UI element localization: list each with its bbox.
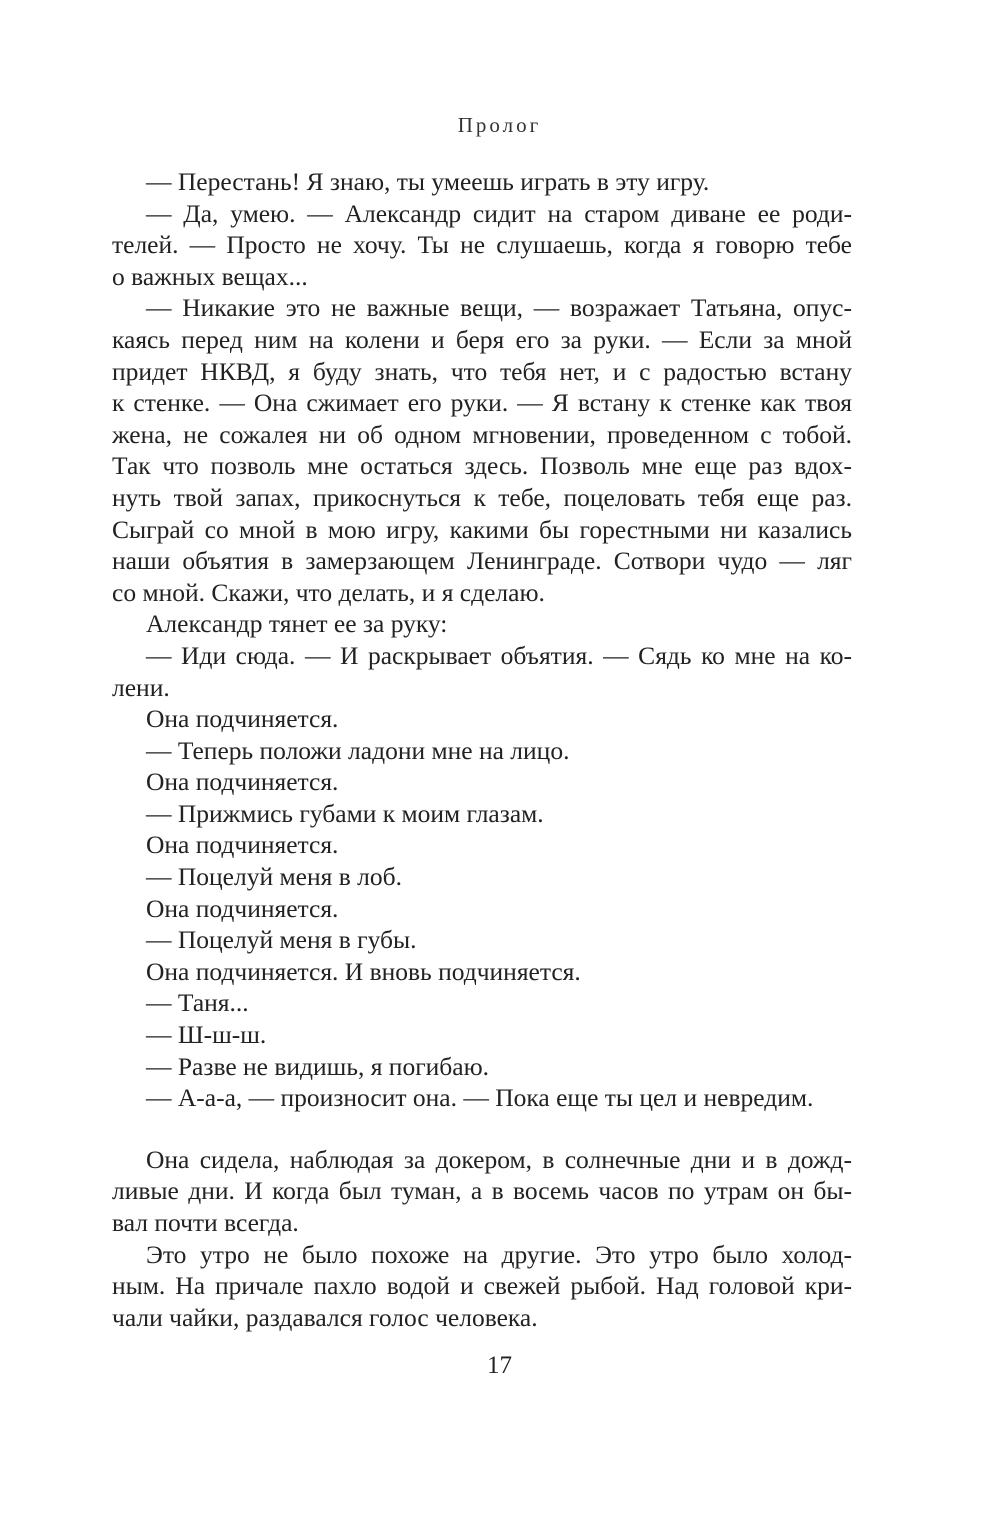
text-line: ным. На причале пахло водой и свежей рыбой. Над головой кри- <box>112 1271 852 1301</box>
text-line: Она сидела, наблюдая за докером, в солнечные дни и в дожд- <box>146 1144 852 1174</box>
text-line: наши объятия в замерзающем Ленинграде. Сотвори чудо — ляг <box>112 546 852 576</box>
text-line: вал почти всегда. <box>112 1208 299 1237</box>
text-line: — Ш-ш-ш. <box>146 1020 267 1050</box>
text-line: каясь перед ним на колени и беря его за руки. — Если за мной <box>112 324 852 354</box>
text-line: к стенке. — Она сжимает его руки. — Я встану к стенке как твоя <box>112 388 852 418</box>
text-line: лени. <box>112 672 170 702</box>
text-line: нуть твой запах, прикоснуться к тебе, поцеловать тебя еще раз. <box>112 482 852 512</box>
text-line: Она подчиняется. <box>146 704 339 734</box>
text-line: — Иди сюда. — И раскрывает объятия. — Сядь ко мне на ко- <box>146 640 852 670</box>
text-line: Так что позволь мне остаться здесь. Позволь мне еще раз вдох- <box>112 451 852 481</box>
text-line: — Теперь положи ладони мне на лицо. <box>146 735 570 765</box>
text-line: — Поцелуй меня в губы. <box>146 925 417 955</box>
text-line: чали чайки, раздавался голос человека. <box>112 1302 538 1332</box>
text-line: — Таня... <box>146 988 249 1018</box>
text-line: придет НКВД, я буду знать, что тебя нет, и с радостью встану <box>112 356 852 386</box>
text-line: Она подчиняется. <box>146 830 339 860</box>
text-line: о важных вещах... <box>112 261 308 291</box>
text-line: — А-а-а, — произносит она. — Пока еще ты цел и невредим. <box>146 1083 814 1113</box>
page-number: 17 <box>487 1352 512 1379</box>
text-line: — Никакие это не важные вещи, — возражает Татьяна, опус- <box>146 293 852 323</box>
text-line: Александр тянет ее за руку: <box>146 609 448 639</box>
text-line: — Да, умею. — Александр сидит на старом диване ее роди- <box>146 198 852 228</box>
text-line: Сыграй со мной в мою игру, какими бы горестными ни казались <box>112 514 852 544</box>
body-text <box>112 166 852 1333</box>
section-break <box>112 1114 852 1144</box>
running-head: Пролог <box>457 113 542 137</box>
text-line: ливые дни. И когда был туман, а в восемь часов по утрам он бы- <box>112 1176 852 1206</box>
text-line: Она подчиняется. <box>146 893 339 923</box>
text-line: жена, не сожалея ни об одном мгновении, проведенном с тобой. <box>112 419 852 449</box>
text-line: — Разве не видишь, я погибаю. <box>146 1051 490 1081</box>
text-line: Она подчиняется. И вновь подчиняется. <box>146 956 581 986</box>
text-line: Это утро не было похоже на другие. Это утро было холод- <box>146 1239 852 1269</box>
text-line: телей. — Просто не хочу. Ты не слушаешь, когда я говорю тебе <box>112 230 852 260</box>
text-line: — Перестань! Я знаю, ты умеешь играть в эту игру. <box>146 167 710 196</box>
text-line: со мной. Скажи, что делать, и я сделаю. <box>112 577 545 607</box>
text-line: — Поцелуй меня в лоб. <box>146 862 402 892</box>
text-line: — Прижмись губами к моим глазам. <box>146 798 544 828</box>
text-line: Она подчиняется. <box>146 767 339 797</box>
